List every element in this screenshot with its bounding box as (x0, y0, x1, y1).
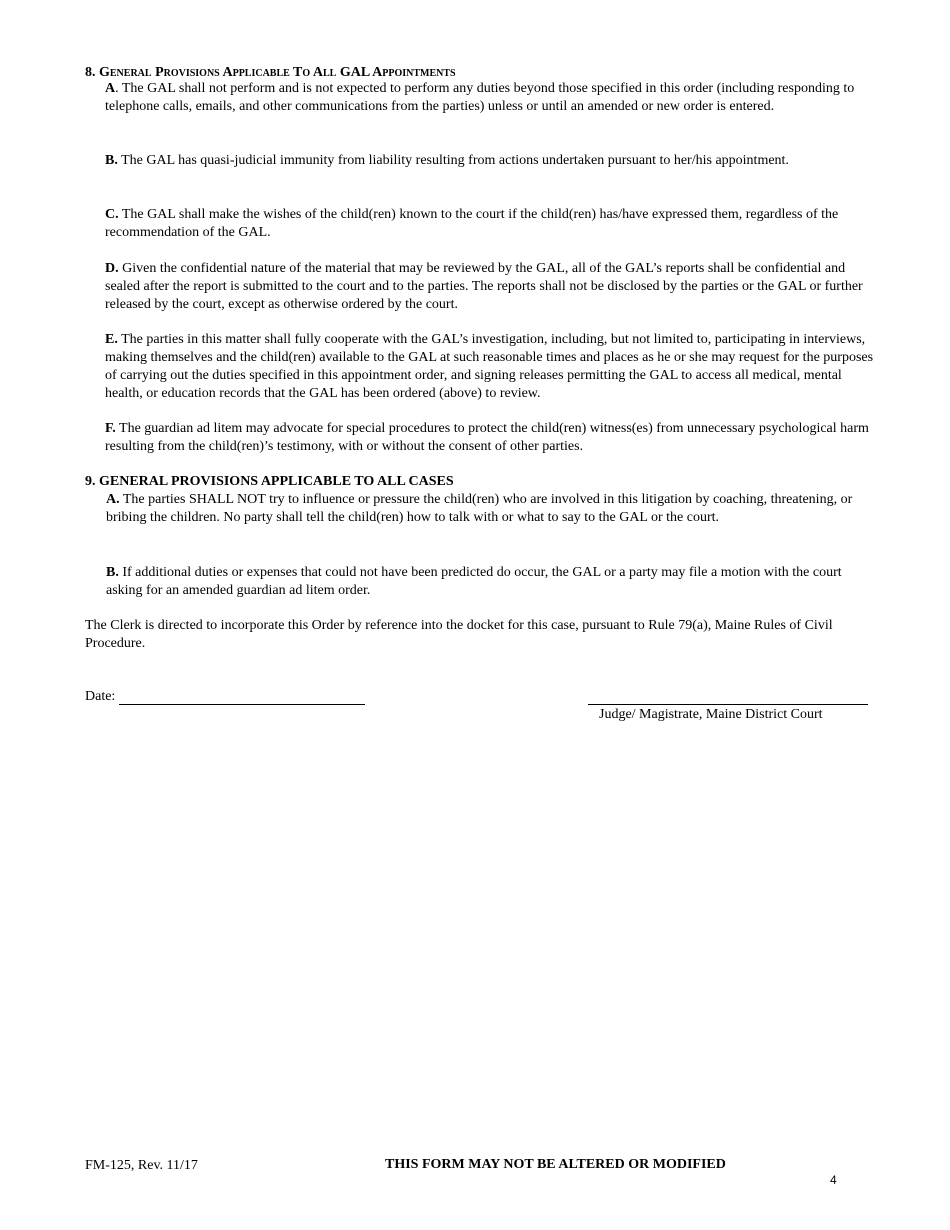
section-8-heading: 8. General Provisions Applicable To All GAL Appointments (85, 65, 456, 80)
clerk-directive: The Clerk is directed to incorporate this Order by reference into the docket for this case, pursuant to Rule 79(a), Maine Rules of Civil Procedure. (85, 618, 833, 651)
paragraph-text: The GAL shall make the wishes of the child(ren) known to the court if the child(ren) has/have expressed them, regardless of the recommendation of the GAL. (105, 207, 839, 240)
date-label: Date: (85, 689, 116, 704)
paragraph-letter: A (105, 81, 116, 96)
paragraph-letter: E. (105, 332, 118, 347)
judge-signature-caption: Judge/ Magistrate, Maine District Court (599, 707, 823, 722)
judge-signature-line (588, 704, 868, 705)
paragraph-text: . The GAL shall not perform and is not expected to perform any duties beyond those specified in this order (including responding to telephone calls, emails, and other communications from the parties) unless or until an amended or new order is entered. (105, 81, 855, 114)
section-9-paragraph-a (106, 491, 876, 527)
paragraph-text: Given the confidential nature of the material that may be reviewed by the GAL, all of the GAL’s reports shall be confidential and sealed after the report is submitted to the court and to the parties. The reports shall not be disclosed by the parties or the GAL or further released by the court, except as otherwise ordered by the court. (105, 261, 863, 312)
section-9-paragraph-b (106, 564, 876, 600)
section-8-paragraph-e (105, 331, 875, 403)
section-8-paragraph-f (105, 420, 875, 456)
paragraph-letter: D. (105, 261, 119, 276)
section-8-paragraph-b (105, 152, 875, 170)
paragraph-text: The parties SHALL NOT try to influence or pressure the child(ren) who are involved in this litigation by coaching, threatening, or bribing the children. No party shall tell the child(ren) how to talk with or what to say to the GAL or the court. (106, 492, 853, 525)
paragraph-text: If additional duties or expenses that could not have been predicted do occur, the GAL or a party may file a motion with the court asking for an amended guardian ad litem order. (106, 565, 842, 598)
paragraph-letter: C. (105, 207, 119, 222)
footer-notice: THIS FORM MAY NOT BE ALTERED OR MODIFIED (385, 1157, 726, 1172)
section-8-paragraph-a (105, 80, 875, 116)
section-9-heading: 9. GENERAL PROVISIONS APPLICABLE TO ALL CASES (85, 474, 454, 489)
paragraph-text: The parties in this matter shall fully cooperate with the GAL’s investigation, including, but not limited to, participating in interviews, making themselves and the child(ren) available to the GAL at such reasonable times and places as he or she may request for the purposes of carrying out the duties specified in this appointment order, and signing releases permitting the GAL to access all medical, mental health, or education records that the GAL has been ordered (above) to review. (105, 332, 874, 401)
paragraph-letter: B. (106, 565, 119, 580)
page-number: 4 (830, 1173, 837, 1187)
date-signature-line (119, 704, 365, 705)
paragraph-text: The GAL has quasi-judicial immunity from liability resulting from actions undertaken pursuant to her/his appointment. (117, 153, 789, 168)
section-8-paragraph-d (105, 260, 875, 314)
paragraph-letter: A. (106, 492, 120, 507)
footer-form-id: FM-125, Rev. 11/17 (85, 1158, 198, 1173)
paragraph-letter: F. (105, 421, 116, 436)
section-8-paragraph-c (105, 206, 875, 242)
paragraph-text: The guardian ad litem may advocate for special procedures to protect the child(ren) witness(es) from unnecessary psychological harm resulting from the child(ren)’s testimony, with or without the consent of other parties. (105, 421, 869, 454)
paragraph-letter: B. (105, 153, 118, 168)
